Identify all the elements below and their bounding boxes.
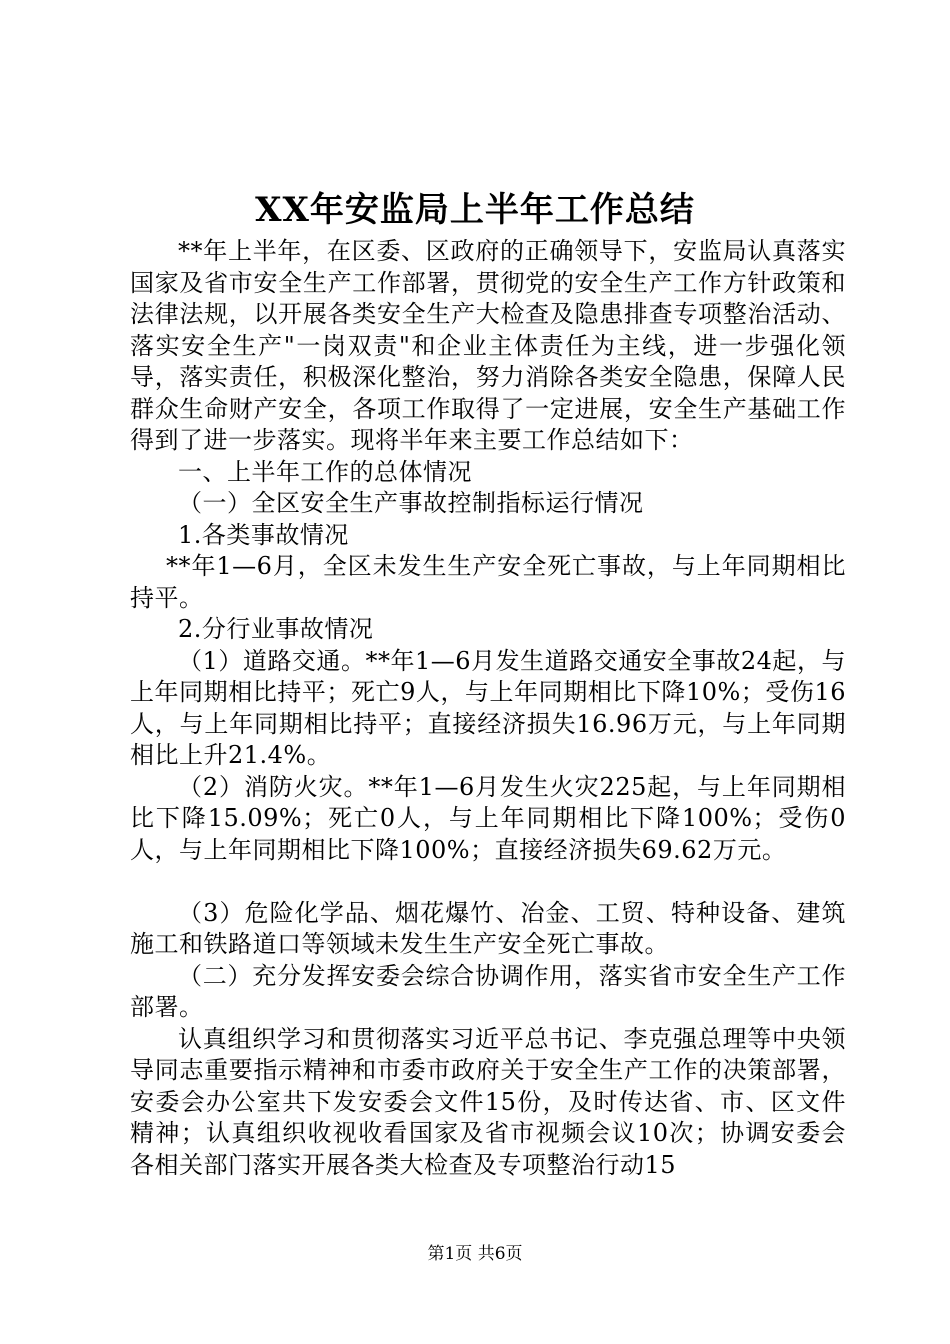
document-title: XX年安监局上半年工作总结 bbox=[255, 190, 695, 230]
item-heading-2: 2.分行业事故情况 bbox=[178, 615, 374, 643]
fire-paragraph: （2）消防火灾。**年1—6月发生火灾225起，与上年同期相比下降15.09%；死亡0人，与上年同期相比下降100%；受伤0人，与上年同期相比下降100%；直接经济损失69.62万元。 bbox=[130, 772, 846, 864]
accident-summary-paragraph: **年1—6月，全区未发生生产安全死亡事故，与上年同期相比持平。 bbox=[130, 552, 846, 612]
subsection-heading-2: （二）充分发挥安委会综合协调作用，落实省市安全生产工作部署。 bbox=[130, 961, 846, 1021]
road-traffic-paragraph: （1）道路交通。**年1—6月发生道路交通安全事故24起，与上年同期相比持平；死亡9人，与上年同期相比下降10%；受伤16人，与上年同期相比持平；直接经济损失16.96万元，与上年同期相比上升21.4%。 bbox=[130, 646, 846, 769]
paragraph-gap bbox=[130, 866, 846, 898]
page-footer: 第1页 共6页 bbox=[427, 1244, 523, 1264]
hazardous-paragraph: （3）危险化学品、烟花爆竹、冶金、工贸、特种设备、建筑施工和铁路道口等领域未发生生产安全死亡事故。 bbox=[130, 898, 846, 958]
subsection-heading-1: （一）全区安全生产事故控制指标运行情况 bbox=[178, 489, 644, 517]
document-body bbox=[130, 236, 846, 1181]
intro-paragraph: **年上半年，在区委、区政府的正确领导下，安监局认真落实国家及省市安全生产工作部署，贯彻党的安全生产工作方针政策和法律法规，以开展各类安全生产大检查及隐患排查专项整治活动、落实安全生产"一岗双责"和企业主体责任为主线，进一步强化领导，落实责任，积极深化整治，努力消除各类安全隐患，保障人民群众生命财产安全，各项工作取得了一定进展，安全生产基础工作得到了进一步落实。现将半年来主要工作总结如下： bbox=[130, 237, 846, 454]
item-heading-1: 1.各类事故情况 bbox=[178, 520, 349, 549]
coordination-paragraph: 认真组织学习和贯彻落实习近平总书记、李克强总理等中央领导同志重要指示精神和市委市政府关于安全生产工作的决策部署，安委会办公室共下发安委会文件15份，及时传达省、市、区文件精神；认真组织收视收看国家及省市视频会议10次；协调安委会各相关部门落实开展各类大检查及专项整治行动15 bbox=[130, 1024, 846, 1179]
section-heading-1: 一、上半年工作的总体情况 bbox=[178, 457, 472, 486]
